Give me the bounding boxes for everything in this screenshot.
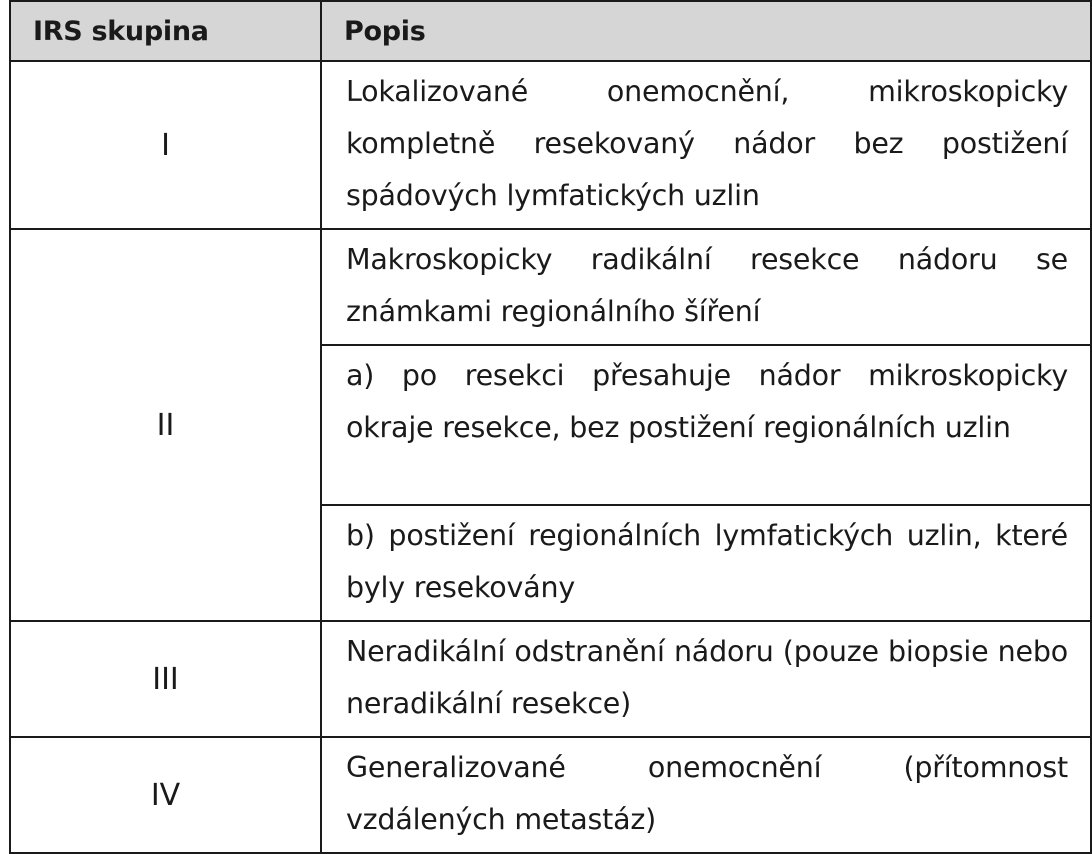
table-row: [10, 229, 1091, 345]
group-cell-iv: IV: [10, 737, 321, 853]
table-row: [10, 737, 1091, 853]
description-text: a) po resekci přesahuje nádor mikroskopicky okraje resekce, bez postižení regionálních uzlin: [346, 359, 1068, 444]
description-cell: [321, 621, 1091, 737]
description-text: Neradikální odstranění nádoru (pouze biopsie nebo neradikální resekce): [346, 635, 1068, 720]
description-text: Lokalizované onemocnění, mikroskopicky kompletně resekovaný nádor bez postižení spádových lymfatických uzlin: [346, 75, 1068, 212]
description-cell: [321, 345, 1091, 505]
description-text: Makroskopicky radikální resekce nádoru se známkami regionálního šíření: [346, 243, 1068, 328]
group-cell-iii: III: [10, 621, 321, 737]
description-text: Generalizované onemocnění (přítomnost vzdálených metastáz): [346, 751, 1068, 836]
group-cell-i: I: [10, 61, 321, 229]
header-description: Popis: [321, 1, 1091, 61]
description-text: b) postižení regionálních lymfatických uzlin, které byly resekovány: [346, 519, 1068, 604]
table-row: [10, 621, 1091, 737]
irs-group-table: [9, 0, 1092, 854]
description-cell: [321, 737, 1091, 853]
description-cell: [321, 229, 1091, 345]
table-header-row: [10, 1, 1091, 61]
description-cell: [321, 61, 1091, 229]
description-cell: [321, 505, 1091, 621]
header-irs-group: IRS skupina: [10, 1, 321, 61]
group-cell-ii: II: [10, 229, 321, 621]
table-row: [10, 61, 1091, 229]
